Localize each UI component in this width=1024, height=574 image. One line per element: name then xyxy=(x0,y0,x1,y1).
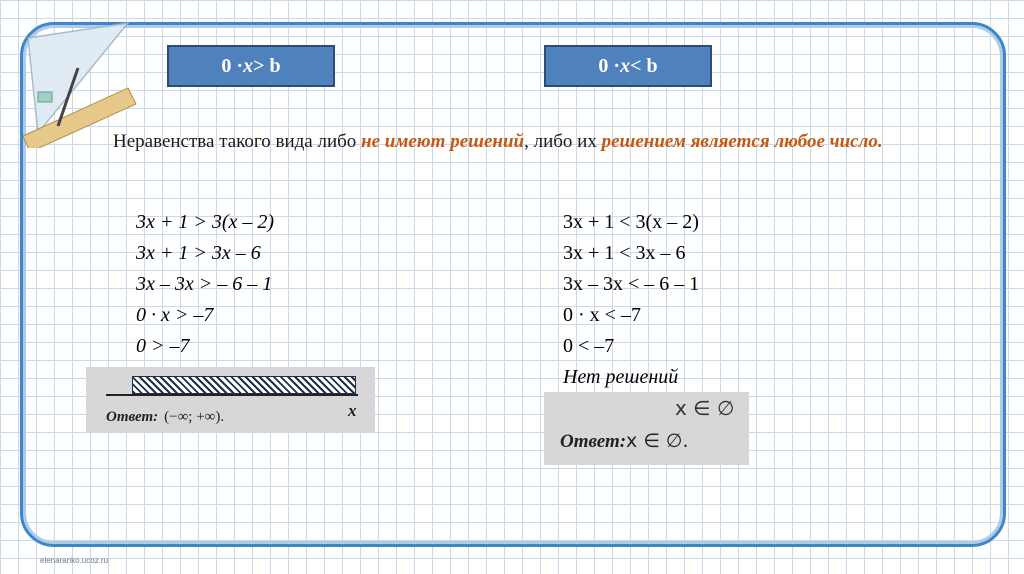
btn-left-post: > b xyxy=(253,54,281,77)
intro-part1: Неравенства такого вида либо xyxy=(113,131,362,152)
right-step: 0 · x < –7 xyxy=(563,304,641,326)
number-line-axis xyxy=(106,394,358,396)
left-step: 0 · x > –7 xyxy=(136,304,214,326)
right-step: 0 < –7 xyxy=(563,335,615,357)
answer-right-text xyxy=(560,430,689,453)
answer-box-empty-set xyxy=(544,392,749,465)
empty-set-line: x ∈ ∅ xyxy=(675,396,735,420)
btn-right-var: x xyxy=(620,54,631,77)
btn-left-pre: 0 · xyxy=(221,54,244,77)
right-step: 3x + 1 < 3x – 6 xyxy=(563,242,686,264)
answer-right-value: x ∈ ∅. xyxy=(626,430,689,452)
intro-highlight-1: не имеют решений xyxy=(361,131,525,152)
right-solution xyxy=(563,207,699,393)
right-step: 3x + 1 < 3(x – 2) xyxy=(563,211,699,233)
btn-left-var: x xyxy=(243,54,254,77)
inequality-less-button[interactable] xyxy=(544,45,712,87)
answer-box-all-reals xyxy=(86,367,375,432)
right-step: 3x – 3x < – 6 – 1 xyxy=(563,273,700,295)
btn-right-post: < b xyxy=(630,54,658,77)
intro-text xyxy=(113,128,913,156)
intro-highlight-2: решением является любое число. xyxy=(601,131,883,152)
number-line-shading xyxy=(132,376,356,394)
left-step: 3x + 1 > 3x – 6 xyxy=(136,242,261,264)
left-solution xyxy=(136,207,274,362)
left-step: 3x – 3x > – 6 – 1 xyxy=(136,273,273,295)
left-step: 3x + 1 > 3(x – 2) xyxy=(136,211,275,233)
left-step: 0 > –7 xyxy=(136,335,190,357)
intro-part2: , либо их xyxy=(524,131,602,152)
axis-variable: x xyxy=(348,401,357,420)
inequality-greater-button[interactable] xyxy=(167,45,335,87)
answer-left-label: Ответ: xyxy=(106,409,159,425)
answer-right-label: Ответ: xyxy=(560,431,627,452)
answer-left-value: (−∞; +∞). xyxy=(164,409,225,425)
site-footer: elenaranko.ucoz.ru xyxy=(40,556,109,565)
btn-right-pre: 0 · xyxy=(598,54,621,77)
no-solutions-text: Нет решений xyxy=(563,366,679,388)
answer-left-text xyxy=(106,409,224,426)
